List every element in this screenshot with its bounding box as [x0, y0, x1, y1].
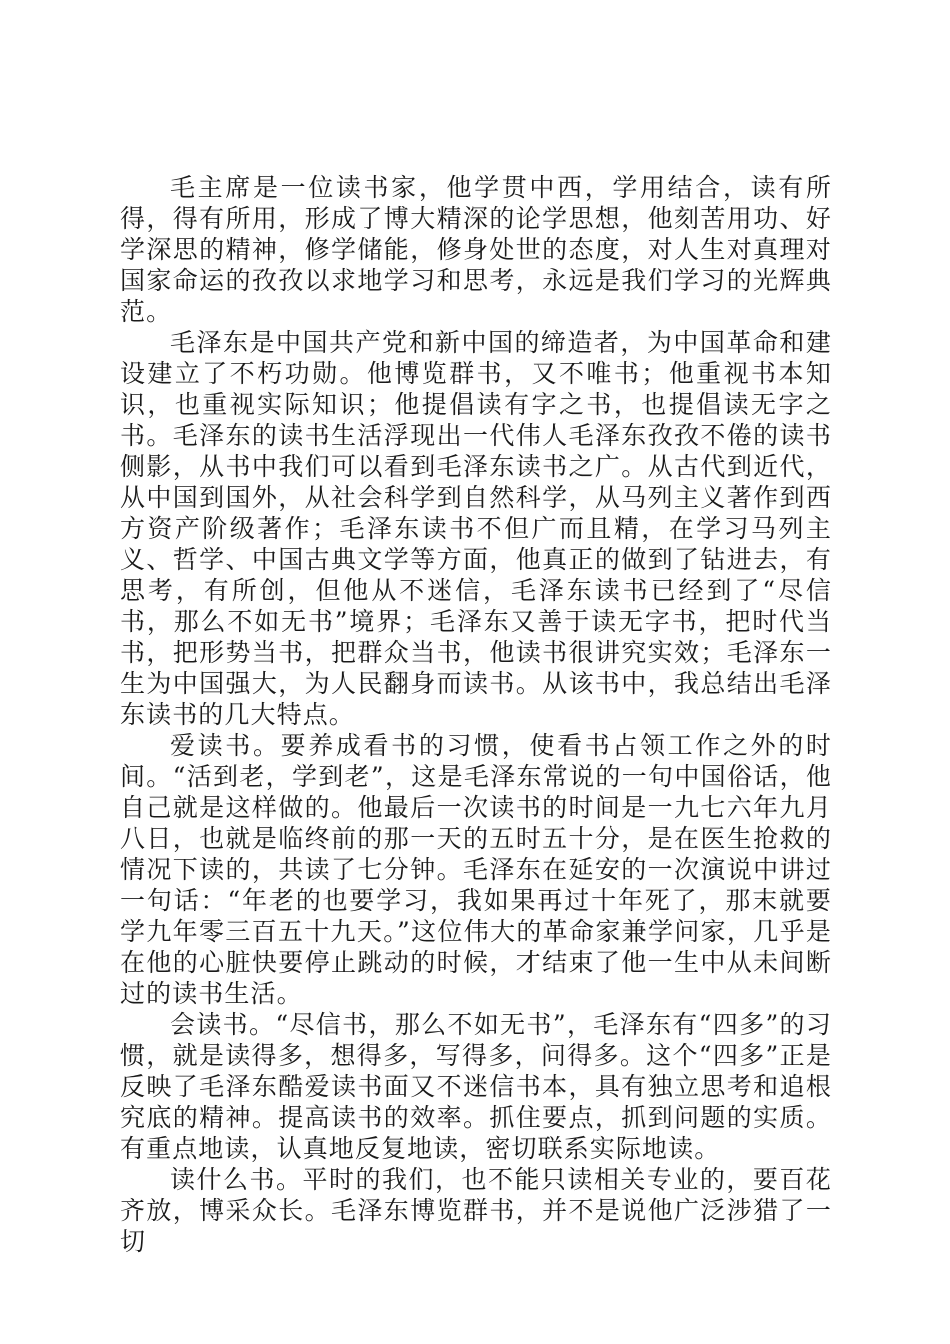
paragraph-5: 读什么书。平时的我们，也不能只读相关专业的，要百花齐放，博采众长。毛泽东博览群书，并不是说他广泛涉猎了一切 — [120, 1165, 832, 1256]
paragraph-2: 毛泽东是中国共产党和新中国的缔造者，为中国革命和建设建立了不朽功勋。他博览群书，又不唯书；他重视书本知识，也重视实际知识；他提倡读有字之书，也提倡读无字之书。毛泽东的读书生活浮现出一代伟人毛泽东孜孜不倦的读书侧影，从书中我们可以看到毛泽东读书之广。从古代到近代，从中国到国外，从社会科学到自然科学，从马列主义著作到西方资产阶级著作；毛泽东读书不但广而且精，在学习马列主义、哲学、中国古典文学等方面，他真正的做到了钻进去，有思考，有所创，但他从不迷信，毛泽东读书已经到了“尽信书，那么不如无书”境界；毛泽东又善于读无字书，把时代当书，把形势当书，把群众当书，他读书很讲究实效；毛泽东一生为中国强大，为人民翻身而读书。从该书中，我总结出毛泽东读书的几大特点。 — [120, 328, 832, 729]
paragraph-1: 毛主席是一位读书家，他学贯中西，学用结合，读有所得，得有所用，形成了博大精深的论学思想，他刻苦用功、好学深思的精神，修学储能，修身处世的态度，对人生对真理对国家命运的孜孜以求地学习和思考，永远是我们学习的光辉典范。 — [120, 173, 832, 326]
paragraph-4: 会读书。“尽信书，那么不如无书”，毛泽东有“四多”的习惯，就是读得多，想得多，写得多，问得多。这个“四多”正是反映了毛泽东酷爱读书面又不迷信书本，具有独立思考和追根究底的精神。提高读书的效率。抓住要点，抓到问题的实质。有重点地读，认真地反复地读，密切联系实际地读。 — [120, 1010, 832, 1163]
paragraph-3: 爱读书。要养成看书的习惯，使看书占领工作之外的时间。“活到老，学到老”，这是毛泽东常说的一句中国俗话，他自己就是这样做的。他最后一次读书的时间是一九七六年九月八日，也就是临终前的那一天的五时五十分，是在医生抢救的情况下读的，共读了七分钟。毛泽东在延安的一次演说中讲过一句话：“年老的也要学习，我如果再过十年死了，那末就要学九年零三百五十九天。”这位伟大的革命家兼学问家，几乎是在他的心脏快要停止跳动的时候，才结束了他一生中从未间断过的读书生活。 — [120, 731, 832, 1008]
document-body — [120, 172, 832, 1257]
